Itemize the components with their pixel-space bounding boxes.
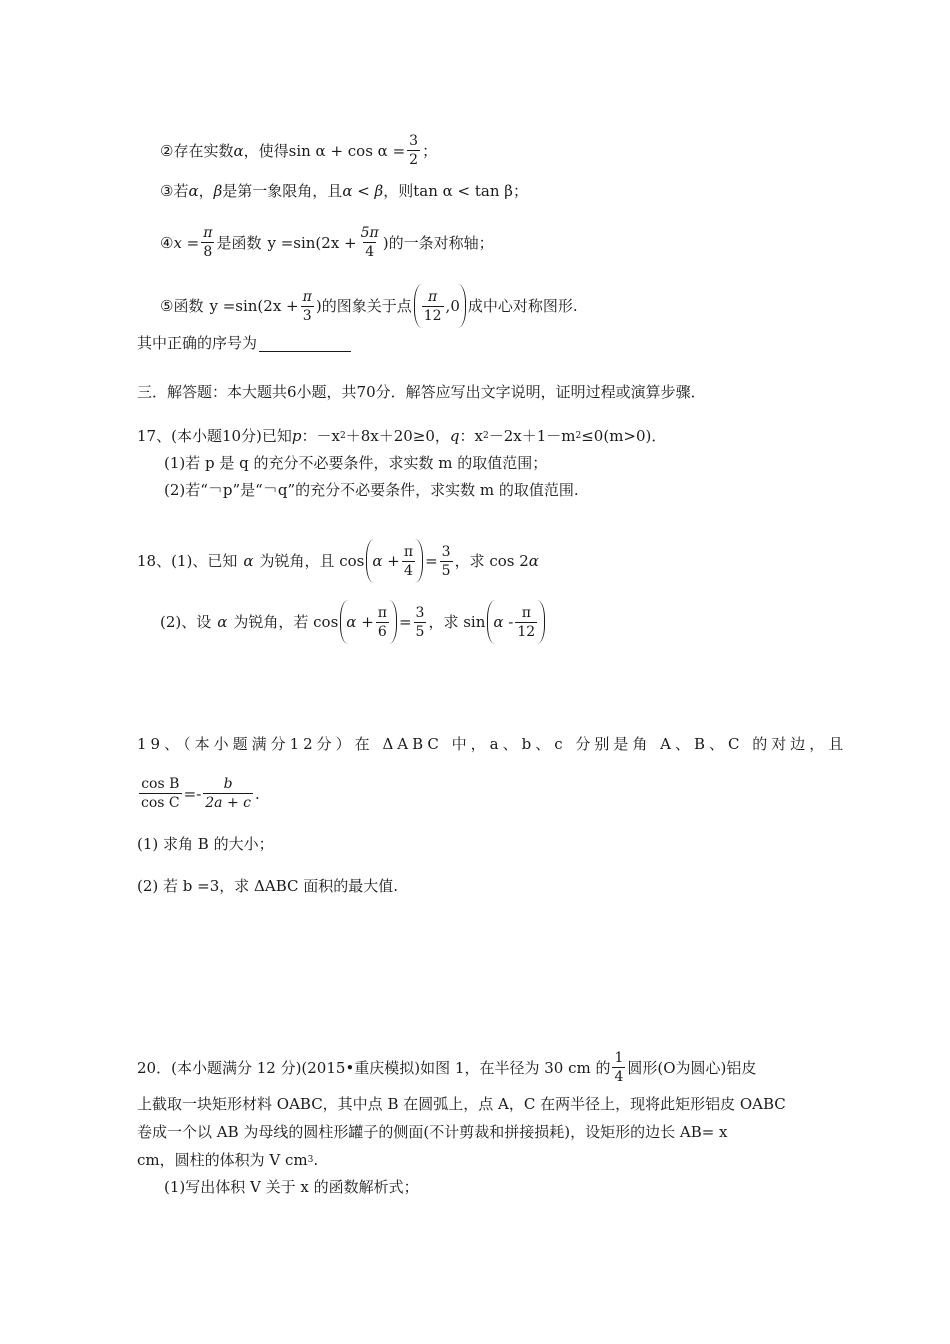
x-equals: x = [173, 233, 200, 252]
fraction [422, 289, 444, 324]
denominator: 12 [517, 623, 536, 640]
text: ，求 cos 2 [454, 552, 529, 570]
numerator: cos B [141, 776, 180, 792]
denominator: 4 [365, 244, 375, 260]
question-20-part-1 [164, 1177, 419, 1197]
var-alpha: α [217, 613, 228, 631]
equals: = [398, 613, 412, 631]
equals: =- [183, 784, 202, 803]
text: 19、（本小题满分12分）在 ΔABC 中，a、b、c 分别是角 A、B、C 的对边，且 [137, 735, 848, 753]
var-alpha: α [233, 141, 244, 160]
question-17-part-2 [164, 480, 579, 500]
question-18-part-2 [160, 600, 547, 644]
fraction [359, 225, 381, 260]
text: 为锐角，若 cos [233, 613, 339, 631]
punct: ； [422, 141, 438, 160]
numerator: 1 [614, 1050, 624, 1066]
numerator: π [203, 225, 213, 241]
text: －2x＋1－m [488, 427, 576, 445]
denominator: 6 [377, 623, 387, 640]
text: 圆形(O为圆心)铝皮 [627, 1058, 757, 1077]
numerator: π [302, 288, 312, 305]
statement-4 [160, 225, 494, 260]
text: ≤0(m>0)． [581, 427, 667, 445]
var-beta: β [213, 182, 223, 200]
denominator: 5 [415, 623, 425, 640]
text: 的一条对称轴； [388, 233, 494, 252]
function: y =sin(2x + [209, 297, 299, 315]
fraction [407, 133, 420, 168]
section-title: 三．解答题：本大题共6小题，共70分．解答应写出文字说明，证明过程或演算步骤． [137, 383, 706, 401]
text: (2) 若 b =3，求 ΔABC 面积的最大值. [137, 877, 399, 895]
paren-group [366, 539, 423, 583]
text: ＋8x＋20≥0， [345, 427, 450, 445]
fraction [203, 776, 253, 811]
function: y =sin(2x + [267, 233, 357, 252]
fraction [301, 289, 314, 324]
text: α - [493, 613, 514, 631]
statement-5 [160, 284, 578, 328]
denominator: cos C [141, 795, 180, 811]
marker: ⑤ [160, 297, 174, 315]
question-20-line-3 [137, 1122, 728, 1142]
numerator: 3 [441, 543, 451, 560]
equals: = [425, 552, 438, 570]
fraction [414, 605, 427, 640]
text: (2)、设 [160, 613, 212, 631]
marker: ③ [160, 182, 174, 200]
question-19-stem [137, 734, 847, 754]
numerator: b [223, 776, 233, 792]
answer-prompt: 其中正确的序号为 [137, 334, 258, 352]
text: α + [346, 613, 374, 631]
numerator: 3 [409, 133, 419, 149]
condition: α < β [342, 182, 384, 200]
question-17-part-1 [164, 453, 547, 473]
punct: ； [512, 182, 528, 200]
question-20-line-2 [137, 1094, 786, 1114]
text: 是函数 [216, 233, 262, 252]
text: (2)若“￢p”是“￢q”的充分不必要条件，求实数 m 的取值范围. [164, 481, 579, 499]
var-alpha: α [243, 552, 254, 570]
numerator: π [377, 604, 387, 621]
text: 的图象关于点 [321, 297, 412, 315]
denominator: 2 [409, 152, 419, 168]
denominator: 12 [423, 307, 442, 324]
question-20-line-1 [137, 1050, 756, 1085]
answer-blank[interactable] [259, 335, 351, 352]
text: cm，圆柱的体积为 V cm [137, 1151, 308, 1169]
coordinate: ,0 [445, 297, 460, 315]
text: ，使得 [243, 141, 289, 160]
question-19-part-1 [137, 834, 274, 854]
question-19-part-2 [137, 876, 398, 896]
text: (1)写出体积 V 关于 x 的函数解析式； [164, 1178, 419, 1196]
expression: sin α + cos α = [288, 141, 406, 160]
var-alpha: α [528, 552, 539, 570]
text: 函数 [173, 297, 204, 315]
numerator: π [521, 604, 531, 621]
statement-3 [160, 181, 528, 201]
paren-close: ) [315, 297, 322, 315]
question-19-equation [137, 776, 260, 811]
text: 18、(1)、已知 [137, 552, 238, 570]
text: 17、(本小题10分)已知 [137, 427, 292, 445]
denominator: 2a + c [205, 795, 251, 811]
text: 20．(本小题满分 12 分)(2015•重庆模拟)如图 1，在半径为 30 cm 的 [137, 1058, 611, 1077]
question-20-line-4: cm，圆柱的体积为 V cm 3 . [137, 1151, 319, 1169]
point [414, 284, 466, 328]
paren-group [487, 600, 545, 644]
fraction [139, 776, 182, 811]
marker: ④ [160, 233, 174, 252]
paren-group [340, 600, 397, 644]
text: ：－x [301, 427, 340, 445]
text: 成中心对称图形. [467, 297, 578, 315]
section-heading [137, 382, 706, 402]
numerator: 3 [415, 604, 425, 621]
text: ：x [459, 427, 483, 445]
var-q: q [449, 427, 460, 445]
denominator: 3 [302, 307, 312, 324]
fraction [376, 605, 389, 640]
statement-2 [160, 133, 437, 168]
question-17-stem: 17、(本小题10分)已知 p ：－x 2 ＋8x＋20≥0， q ：x 2 －2x＋1－m 2 ≤0(m>0)． [137, 427, 667, 445]
text: (1)若 p 是 q 的充分不必要条件，求实数 m 的取值范围； [164, 454, 548, 472]
paren-close: ) [382, 233, 389, 252]
fraction [440, 544, 453, 579]
denominator: 4 [404, 562, 413, 579]
denominator: 4 [614, 1069, 624, 1085]
question-18-part-1 [137, 539, 539, 583]
punct: . [313, 1151, 319, 1169]
text: ，则 [383, 182, 414, 200]
var-p: p [291, 427, 302, 445]
text: ，求 sin [428, 613, 486, 631]
text: α + [372, 552, 400, 570]
text: 上截取一块矩形材料 OABC，其中点 B 在圆弧上，点 A，C 在两半径上，现将此矩形铝皮 OABC [137, 1095, 786, 1113]
fraction [612, 1050, 625, 1085]
marker: ② [160, 141, 174, 160]
text: 卷成一个以 AB 为母线的圆柱形罐子的侧面(不计剪裁和拼接损耗)，设矩形的边长 AB= x [137, 1123, 728, 1141]
conclusion: tan α < tan β [413, 182, 513, 200]
denominator: 5 [441, 562, 451, 579]
fraction [402, 544, 415, 579]
punct: ， [198, 182, 214, 200]
text: (1) 求角 B 的大小； [137, 835, 274, 853]
text: 存在实数 [173, 141, 234, 160]
punct: . [255, 784, 260, 803]
answer-line [137, 333, 351, 353]
numerator: π [428, 288, 438, 305]
var-alpha: α [188, 182, 199, 200]
denominator: 8 [203, 244, 213, 260]
numerator: 5π [360, 225, 379, 241]
text: 是第一象限角，且 [222, 182, 343, 200]
numerator: π [403, 543, 414, 560]
text: 若 [173, 182, 189, 200]
fraction [201, 225, 214, 260]
fraction [515, 605, 537, 640]
text: 为锐角，且 cos [259, 552, 365, 570]
